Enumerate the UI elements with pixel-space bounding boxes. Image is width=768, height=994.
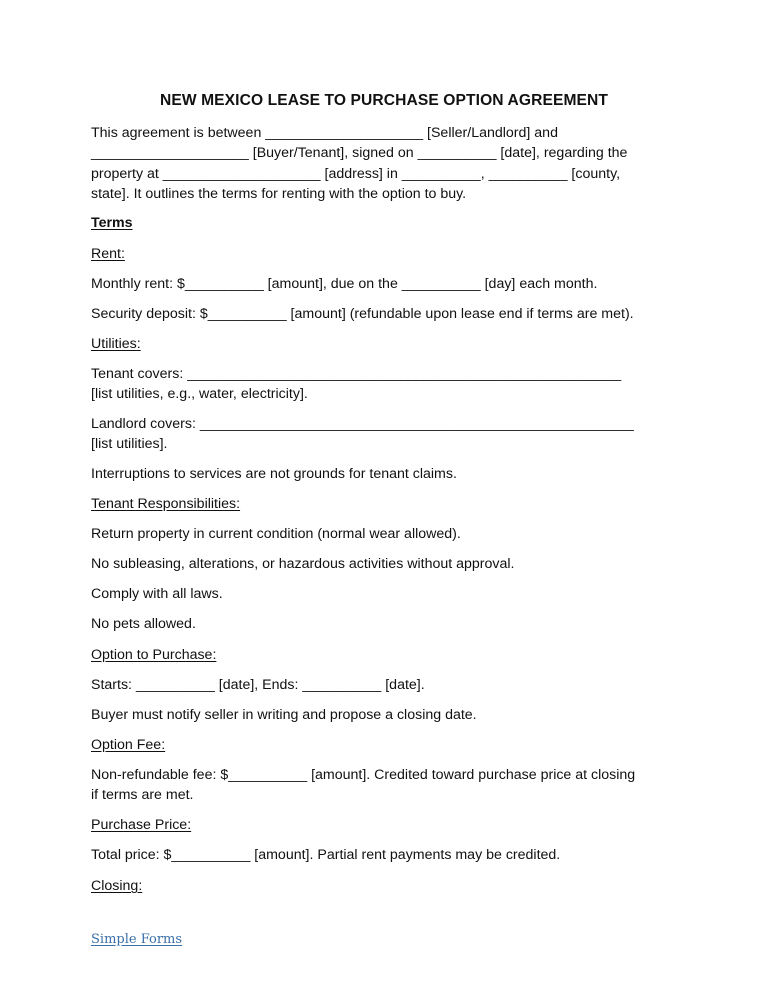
option-fee-line-2: if terms are met. [91,787,194,803]
intro-line-2: ____________________ [Buyer/Tenant], signed on __________ [date], regarding the [91,145,628,161]
landlord-covers-line: Landlord covers: _______________________________________________________ [91,416,634,432]
responsibility-item: No pets allowed. [91,616,196,632]
responsibility-item: No subleasing, alterations, or hazardous activities without approval. [91,556,515,572]
tenant-responsibilities-heading: Tenant Responsibilities: [91,496,241,512]
landlord-covers-note: [list utilities]. [91,436,168,452]
option-notify-line: Buyer must notify seller in writing and propose a closing date. [91,707,477,723]
security-deposit-line: Security deposit: $__________ [amount] (refundable upon lease end if terms are met). [91,306,634,322]
rent-heading: Rent: [91,246,125,262]
option-to-purchase-heading: Option to Purchase: [91,647,217,663]
responsibility-item: Comply with all laws. [91,586,223,602]
purchase-price-line: Total price: $__________ [amount]. Partial rent payments may be credited. [91,847,561,863]
purchase-price-heading: Purchase Price: [91,817,192,833]
document-title: NEW MEXICO LEASE TO PURCHASE OPTION AGREEMENT [159,92,609,109]
tenant-covers-note: [list utilities, e.g., water, electricity]. [91,386,308,402]
simple-forms-link[interactable]: Simple Forms [91,932,183,947]
utilities-heading: Utilities: [91,336,141,352]
interruptions-line: Interruptions to services are not grounds for tenant claims. [91,466,457,482]
terms-heading: Terms [91,215,133,231]
option-dates-line: Starts: __________ [date], Ends: __________ [date]. [91,677,425,693]
intro-line-3: property at ____________________ [address] in __________, __________ [county, [91,166,621,182]
tenant-covers-line: Tenant covers: _______________________________________________________ [91,366,622,382]
option-fee-line-1: Non-refundable fee: $__________ [amount]. Credited toward purchase price at closing [91,767,636,783]
responsibility-item: Return property in current condition (normal wear allowed). [91,526,461,542]
intro-line-4: state]. It outlines the terms for renting with the option to buy. [91,186,467,202]
closing-heading: Closing: [91,878,143,894]
option-fee-heading: Option Fee: [91,737,166,753]
monthly-rent-line: Monthly rent: $__________ [amount], due on the __________ [day] each month. [91,276,598,292]
intro-line-1: This agreement is between ____________________ [Seller/Landlord] and [91,125,558,141]
